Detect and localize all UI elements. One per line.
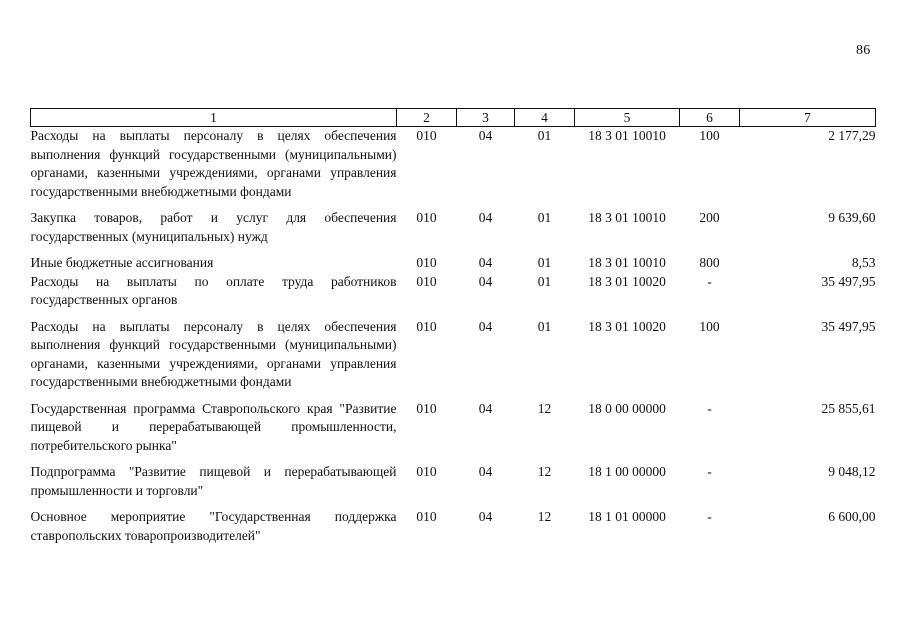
row-section-code: 04 bbox=[478, 273, 493, 289]
header-col-1: 1 bbox=[31, 109, 397, 127]
table-header-row bbox=[31, 109, 876, 127]
row-subsection-code: 01 bbox=[537, 318, 552, 334]
row-spacer bbox=[31, 310, 876, 318]
budget-table bbox=[30, 108, 876, 545]
row-name: Подпрограмма "Развитие пищевой и перерабатывающей промышленности и торговли" bbox=[30, 464, 397, 498]
row-name: Расходы на выплаты по оплате труда работников государственных органов bbox=[30, 273, 397, 307]
row-expense-type: 200 bbox=[699, 210, 720, 225]
row-amount: 35 497,95 bbox=[821, 318, 876, 334]
row-subsection-code: 12 bbox=[537, 400, 552, 416]
row-expense-type: - bbox=[707, 273, 712, 289]
row-section-code: 04 bbox=[478, 509, 493, 524]
row-section-code: 04 bbox=[478, 400, 493, 416]
row-expense-type: - bbox=[707, 400, 712, 416]
header-col-6: 6 bbox=[680, 109, 740, 127]
row-name: Основное мероприятие "Государственная поддержка ставропольских товаропроизводителей" bbox=[30, 509, 397, 543]
row-expense-type: 100 bbox=[699, 128, 720, 143]
table-row bbox=[31, 508, 876, 545]
header-col-3: 3 bbox=[457, 109, 515, 127]
table-row bbox=[31, 209, 876, 246]
header-col-7: 7 bbox=[740, 109, 876, 127]
row-amount: 8,53 bbox=[851, 255, 876, 270]
table-row bbox=[31, 254, 876, 273]
row-amount: 25 855,61 bbox=[821, 400, 876, 416]
row-amount: 6 600,00 bbox=[828, 509, 876, 524]
row-expense-type: - bbox=[707, 509, 712, 524]
row-amount: 35 497,95 bbox=[821, 273, 876, 289]
row-target-code: 18 3 01 10010 bbox=[588, 128, 666, 143]
row-section-code: 04 bbox=[478, 210, 493, 225]
row-amount: 9 639,60 bbox=[828, 210, 876, 225]
row-section-code: 04 bbox=[478, 255, 493, 270]
page-number: 86 bbox=[856, 43, 871, 58]
row-target-code: 18 1 00 00000 bbox=[588, 464, 666, 479]
row-spacer bbox=[31, 246, 876, 254]
row-name: Иные бюджетные ассигнования bbox=[30, 255, 214, 270]
table-row bbox=[31, 400, 876, 456]
row-ministry-code: 010 bbox=[416, 273, 437, 289]
header-col-5: 5 bbox=[575, 109, 680, 127]
header-col-2: 2 bbox=[397, 109, 457, 127]
row-name: Закупка товаров, работ и услуг для обеспечения государственных (муниципальных) нужд bbox=[30, 210, 397, 244]
row-ministry-code: 010 bbox=[416, 464, 437, 479]
row-ministry-code: 010 bbox=[416, 255, 437, 270]
row-spacer bbox=[31, 392, 876, 400]
row-target-code: 18 3 01 10020 bbox=[588, 318, 666, 334]
row-expense-type: - bbox=[707, 464, 712, 479]
row-name: Расходы на выплаты персоналу в целях обеспечения выполнения функций государственными (муниципальными) органами, казенными учреждениями, органами управления государственными внебюджетными фондами bbox=[30, 128, 397, 199]
row-section-code: 04 bbox=[478, 318, 493, 334]
row-spacer bbox=[31, 500, 876, 508]
row-subsection-code: 01 bbox=[537, 255, 552, 270]
row-amount: 2 177,29 bbox=[828, 128, 876, 143]
row-subsection-code: 12 bbox=[537, 509, 552, 524]
row-subsection-code: 12 bbox=[537, 464, 552, 479]
table-row bbox=[31, 127, 876, 202]
table-row bbox=[31, 463, 876, 500]
row-subsection-code: 01 bbox=[537, 128, 552, 143]
row-section-code: 04 bbox=[478, 128, 493, 143]
row-expense-type: 800 bbox=[699, 255, 720, 270]
row-subsection-code: 01 bbox=[537, 273, 552, 289]
header-col-4: 4 bbox=[515, 109, 575, 127]
row-spacer bbox=[31, 201, 876, 209]
row-expense-type: 100 bbox=[699, 318, 720, 334]
table-row bbox=[31, 273, 876, 310]
row-ministry-code: 010 bbox=[416, 318, 437, 334]
row-target-code: 18 0 00 00000 bbox=[588, 400, 666, 416]
row-ministry-code: 010 bbox=[416, 400, 437, 416]
table-row bbox=[31, 318, 876, 392]
row-amount: 9 048,12 bbox=[828, 464, 876, 479]
row-target-code: 18 3 01 10010 bbox=[588, 210, 666, 225]
row-target-code: 18 3 01 10010 bbox=[588, 255, 666, 270]
row-spacer bbox=[31, 455, 876, 463]
row-ministry-code: 010 bbox=[416, 509, 437, 524]
row-target-code: 18 1 01 00000 bbox=[588, 509, 666, 524]
row-ministry-code: 010 bbox=[416, 210, 437, 225]
row-subsection-code: 01 bbox=[537, 210, 552, 225]
row-section-code: 04 bbox=[478, 464, 493, 479]
row-name: Расходы на выплаты персоналу в целях обеспечения выполнения функций государственными (муниципальными) органами, казенными учреждениями, органами управления государственными внебюджетными фондами bbox=[30, 318, 397, 389]
row-target-code: 18 3 01 10020 bbox=[588, 273, 666, 289]
row-name: Государственная программа Ставропольского края "Развитие пищевой и перерабатывающей промышленности, потребительского рынка" bbox=[30, 400, 397, 453]
row-ministry-code: 010 bbox=[416, 128, 437, 143]
